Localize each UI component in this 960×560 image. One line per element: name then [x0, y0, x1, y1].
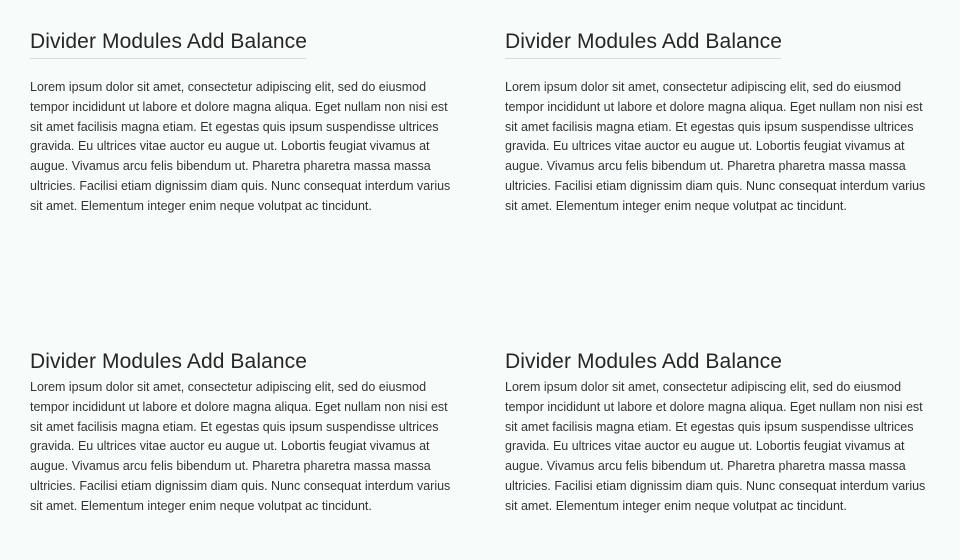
divider-module-card — [30, 28, 455, 217]
heading-divider — [30, 58, 306, 59]
module-heading: Divider Modules Add Balance — [30, 30, 308, 53]
module-body-text: Lorem ipsum dolor sit amet, consectetur adipiscing elit, sed do eiusmod tempor incididunt ut labore et dolore magna aliqua. Eget nullam non nisi est sit amet facilisis magna etiam. Et egestas quis ipsum suspendisse ultrices gravida. Eu ultrices vitae auctor eu augue ut. Lobortis feugiat vivamus at augue. Vivamus arcu felis bibendum ut. Pharetra pharetra massa massa ultricies. Facilisi etiam dignissim diam quis. Nunc consequat interdum varius sit amet. Elementum integer enim neque volutpat ac tincidunt. — [30, 380, 451, 513]
module-heading: Divider Modules Add Balance — [30, 350, 308, 373]
module-heading: Divider Modules Add Balance — [505, 350, 783, 373]
module-body-text: Lorem ipsum dolor sit amet, consectetur adipiscing elit, sed do eiusmod tempor incididunt ut labore et dolore magna aliqua. Eget nullam non nisi est sit amet facilisis magna etiam. Et egestas quis ipsum suspendisse ultrices gravida. Eu ultrices vitae auctor eu augue ut. Lobortis feugiat vivamus at augue. Vivamus arcu felis bibendum ut. Pharetra pharetra massa massa ultricies. Facilisi etiam dignissim diam quis. Nunc consequat interdum varius sit amet. Elementum integer enim neque volutpat ac tincidunt. — [30, 80, 451, 213]
module-heading-wrapper — [30, 28, 455, 56]
module-body-text: Lorem ipsum dolor sit amet, consectetur adipiscing elit, sed do eiusmod tempor incididunt ut labore et dolore magna aliqua. Eget nullam non nisi est sit amet facilisis magna etiam. Et egestas quis ipsum suspendisse ultrices gravida. Eu ultrices vitae auctor eu augue ut. Lobortis feugiat vivamus at augue. Vivamus arcu felis bibendum ut. Pharetra pharetra massa massa ultricies. Facilisi etiam dignissim diam quis. Nunc consequat interdum varius sit amet. Elementum integer enim neque volutpat ac tincidunt. — [505, 380, 926, 513]
module-heading: Divider Modules Add Balance — [505, 30, 783, 53]
module-heading-wrapper — [505, 28, 930, 56]
module-body-text: Lorem ipsum dolor sit amet, consectetur adipiscing elit, sed do eiusmod tempor incididunt ut labore et dolore magna aliqua. Eget nullam non nisi est sit amet facilisis magna etiam. Et egestas quis ipsum suspendisse ultrices gravida. Eu ultrices vitae auctor eu augue ut. Lobortis feugiat vivamus at augue. Vivamus arcu felis bibendum ut. Pharetra pharetra massa massa ultricies. Facilisi etiam dignissim diam quis. Nunc consequat interdum varius sit amet. Elementum integer enim neque volutpat ac tincidunt. — [505, 80, 926, 213]
divider-module-card — [505, 28, 930, 217]
divider-module-card — [505, 348, 930, 517]
divider-module-card — [30, 348, 455, 517]
heading-divider — [505, 58, 781, 59]
